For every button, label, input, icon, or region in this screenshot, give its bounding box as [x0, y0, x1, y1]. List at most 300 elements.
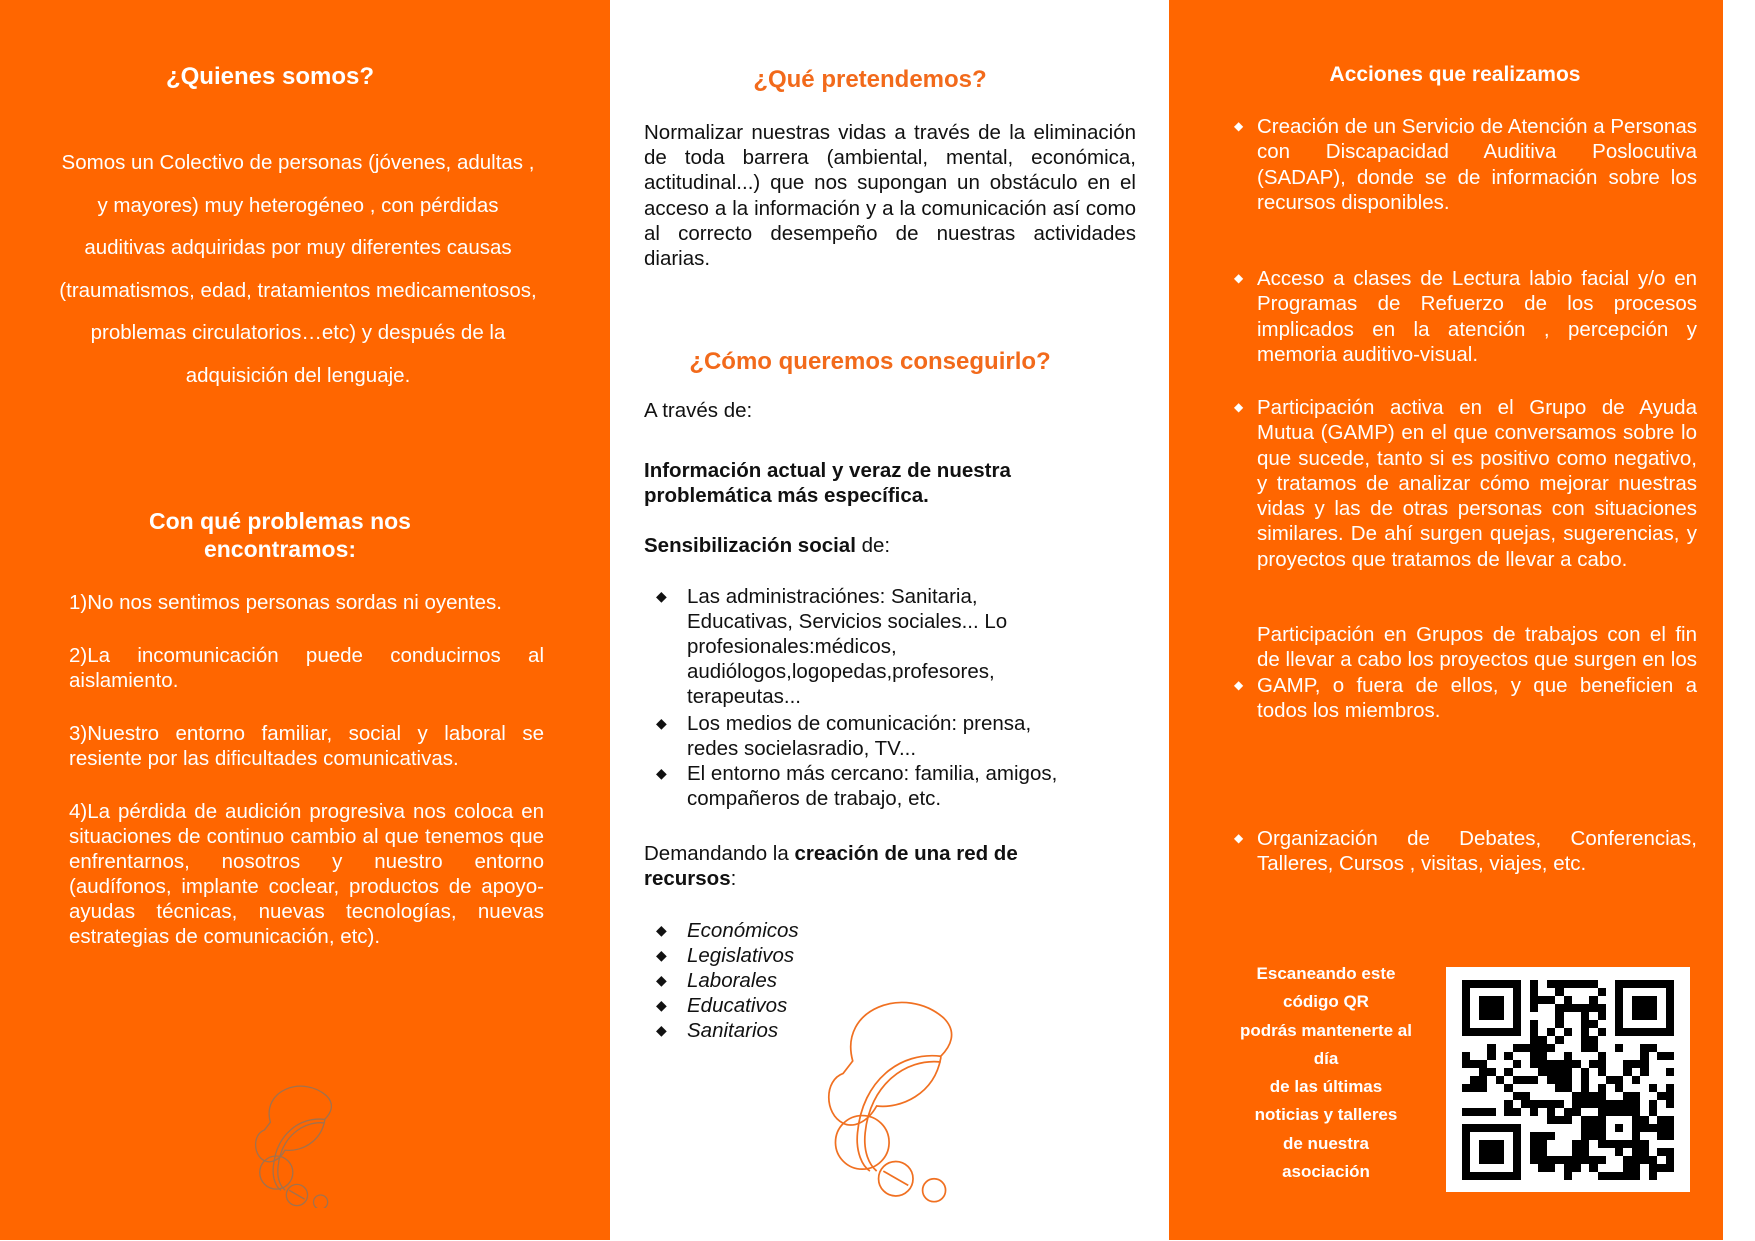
- qr-module: [1496, 1148, 1504, 1156]
- qr-module: [1555, 1036, 1563, 1044]
- qr-module: [1487, 1156, 1495, 1164]
- problems-heading-line-2: encontramos:: [203, 536, 357, 562]
- qr-module: [1632, 1164, 1640, 1172]
- diamond-bullet-icon: ◆: [656, 1022, 667, 1038]
- qr-module: [1598, 1164, 1606, 1172]
- qr-module: [1479, 1132, 1487, 1140]
- qr-module: [1649, 1084, 1657, 1092]
- qr-module: [1572, 1116, 1580, 1124]
- qr-module: [1615, 1044, 1623, 1052]
- qr-module: [1632, 1044, 1640, 1052]
- qr-module: [1606, 1004, 1614, 1012]
- qr-module: [1649, 1164, 1657, 1172]
- qr-module: [1462, 1116, 1470, 1124]
- qr-module: [1581, 1052, 1589, 1060]
- sensitization-suffix: de:: [855, 534, 891, 557]
- qr-module: [1598, 1076, 1606, 1084]
- qr-module: [1649, 1052, 1657, 1060]
- qr-module: [1640, 1108, 1648, 1116]
- qr-module: [1462, 1132, 1470, 1140]
- qr-module: [1487, 1004, 1495, 1012]
- qr-module: [1632, 1004, 1640, 1012]
- qr-code-icon[interactable]: [1446, 967, 1690, 1192]
- qr-module: [1649, 980, 1657, 988]
- qr-module: [1564, 1092, 1572, 1100]
- qr-module: [1487, 1140, 1495, 1148]
- qr-module: [1547, 1060, 1555, 1068]
- qr-module: [1640, 1092, 1648, 1100]
- qr-module: [1513, 1084, 1521, 1092]
- qr-module: [1606, 1060, 1614, 1068]
- qr-module: [1606, 1172, 1614, 1180]
- qr-module: [1479, 1100, 1487, 1108]
- qr-module: [1564, 1148, 1572, 1156]
- qr-module: [1513, 1028, 1521, 1036]
- qr-module: [1504, 1140, 1512, 1148]
- qr-module: [1657, 1052, 1665, 1060]
- qr-module: [1462, 1044, 1470, 1052]
- qr-module: [1547, 1116, 1555, 1124]
- qr-module: [1581, 1084, 1589, 1092]
- qr-module: [1623, 1076, 1631, 1084]
- qr-module: [1632, 1100, 1640, 1108]
- qr-module: [1666, 1068, 1674, 1076]
- qr-module: [1547, 1076, 1555, 1084]
- qr-module: [1572, 1156, 1580, 1164]
- qr-module: [1479, 1036, 1487, 1044]
- qr-module: [1504, 1100, 1512, 1108]
- qr-module: [1649, 996, 1657, 1004]
- qr-module: [1470, 1140, 1478, 1148]
- qr-module: [1589, 1116, 1597, 1124]
- qr-module: [1615, 1148, 1623, 1156]
- qr-module: [1470, 1164, 1478, 1172]
- qr-module: [1487, 1012, 1495, 1020]
- qr-module: [1513, 980, 1521, 988]
- qr-module: [1564, 1108, 1572, 1116]
- qr-module: [1564, 1076, 1572, 1084]
- qr-module: [1462, 1084, 1470, 1092]
- qr-module: [1657, 1132, 1665, 1140]
- qr-module: [1538, 1004, 1546, 1012]
- qr-module: [1666, 1012, 1674, 1020]
- qr-module: [1504, 1156, 1512, 1164]
- qr-module: [1606, 1068, 1614, 1076]
- qr-module: [1581, 996, 1589, 1004]
- qr-module: [1538, 1028, 1546, 1036]
- sensitization-heading: [644, 533, 1136, 558]
- qr-module: [1462, 1028, 1470, 1036]
- qr-module: [1615, 1004, 1623, 1012]
- qr-module: [1547, 1068, 1555, 1076]
- qr-module: [1632, 1028, 1640, 1036]
- qr-module: [1623, 1020, 1631, 1028]
- qr-module: [1521, 1012, 1529, 1020]
- qr-module: [1564, 996, 1572, 1004]
- qr-module: [1598, 980, 1606, 988]
- qr-module: [1623, 1148, 1631, 1156]
- qr-module: [1606, 1092, 1614, 1100]
- qr-module: [1555, 1020, 1563, 1028]
- qr-module: [1649, 1148, 1657, 1156]
- qr-module: [1538, 1108, 1546, 1116]
- qr-module: [1513, 1052, 1521, 1060]
- qr-module: [1470, 1076, 1478, 1084]
- qr-module: [1623, 1140, 1631, 1148]
- qr-module: [1606, 1124, 1614, 1132]
- qr-caption: Escaneando este código QR podrás mantenerte al día de las últimas noticias y talleres de nuestra asociación: [1240, 964, 1412, 1182]
- qr-module: [1657, 996, 1665, 1004]
- qr-module: [1598, 1012, 1606, 1020]
- qr-module: [1632, 1172, 1640, 1180]
- problems-list: [69, 590, 544, 977]
- qr-module: [1462, 1172, 1470, 1180]
- diamond-bullet-icon: ◆: [656, 715, 667, 731]
- qr-module: [1487, 1132, 1495, 1140]
- qr-module: [1513, 1132, 1521, 1140]
- qr-module: [1666, 1060, 1674, 1068]
- qr-module: [1521, 1172, 1529, 1180]
- qr-module: [1547, 996, 1555, 1004]
- qr-module: [1598, 988, 1606, 996]
- qr-module: [1589, 1052, 1597, 1060]
- qr-module: [1504, 1092, 1512, 1100]
- through-label: A través de:: [644, 399, 753, 422]
- qr-module: [1538, 1156, 1546, 1164]
- qr-module: [1640, 1124, 1648, 1132]
- qr-module: [1513, 988, 1521, 996]
- qr-module: [1666, 1172, 1674, 1180]
- qr-module: [1572, 1044, 1580, 1052]
- qr-module: [1504, 1012, 1512, 1020]
- qr-module: [1649, 1108, 1657, 1116]
- qr-module: [1504, 1036, 1512, 1044]
- qr-module: [1564, 1100, 1572, 1108]
- qr-module: [1572, 1076, 1580, 1084]
- qr-module: [1479, 1148, 1487, 1156]
- qr-module: [1513, 1012, 1521, 1020]
- qr-module: [1581, 1076, 1589, 1084]
- qr-module: [1615, 1052, 1623, 1060]
- qr-module: [1538, 1036, 1546, 1044]
- qr-module: [1538, 1100, 1546, 1108]
- qr-module: [1623, 1004, 1631, 1012]
- qr-module: [1649, 988, 1657, 996]
- qr-module: [1504, 1148, 1512, 1156]
- qr-module: [1640, 1076, 1648, 1084]
- qr-module: [1623, 1084, 1631, 1092]
- qr-module: [1589, 1132, 1597, 1140]
- qr-module: [1555, 1044, 1563, 1052]
- qr-module: [1615, 1020, 1623, 1028]
- qr-module: [1521, 1132, 1529, 1140]
- qr-module: [1538, 1076, 1546, 1084]
- qr-module: [1521, 1036, 1529, 1044]
- qr-module: [1581, 988, 1589, 996]
- diamond-bullet-icon: ◆: [1234, 119, 1244, 133]
- qr-module: [1657, 1012, 1665, 1020]
- qr-module: [1555, 980, 1563, 988]
- qr-module: [1487, 980, 1495, 988]
- qr-module: [1479, 1028, 1487, 1036]
- qr-module: [1581, 1092, 1589, 1100]
- qr-module: [1657, 1068, 1665, 1076]
- qr-module: [1598, 1068, 1606, 1076]
- qr-module: [1479, 1156, 1487, 1164]
- qr-module: [1623, 1028, 1631, 1036]
- qr-module: [1479, 996, 1487, 1004]
- qr-module: [1513, 1124, 1521, 1132]
- qr-module: [1487, 1036, 1495, 1044]
- qr-module: [1538, 1164, 1546, 1172]
- qr-module: [1581, 1140, 1589, 1148]
- qr-module: [1538, 1092, 1546, 1100]
- qr-module: [1521, 1140, 1529, 1148]
- qr-module: [1666, 1052, 1674, 1060]
- qr-module: [1530, 1164, 1538, 1172]
- action-item: ◆ Acceso a clases de Lectura labio facial y/o en Programas de Refuerzo de los procesos implicados en la atención , percepción y memoria auditivo-visual.: [1234, 267, 1697, 366]
- qr-module: [1640, 1084, 1648, 1092]
- qr-module: [1649, 1092, 1657, 1100]
- qr-module: [1589, 1084, 1597, 1092]
- qr-module: [1487, 988, 1495, 996]
- qr-module: [1530, 988, 1538, 996]
- logo-mid-strokes: [829, 1002, 952, 1201]
- qr-module: [1470, 1092, 1478, 1100]
- problems-heading: [100, 507, 460, 563]
- qr-module: [1462, 1012, 1470, 1020]
- qr-module: [1496, 1108, 1504, 1116]
- qr-module: [1479, 1084, 1487, 1092]
- qr-module: [1640, 1052, 1648, 1060]
- qr-module: [1649, 1060, 1657, 1068]
- qr-module: [1564, 1140, 1572, 1148]
- qr-module: [1623, 996, 1631, 1004]
- qr-module: [1496, 1084, 1504, 1092]
- qr-module: [1496, 1004, 1504, 1012]
- qr-module: [1462, 980, 1470, 988]
- qr-module: [1504, 988, 1512, 996]
- qr-module: [1513, 1100, 1521, 1108]
- qr-module: [1530, 1148, 1538, 1156]
- qr-module: [1581, 1012, 1589, 1020]
- qr-module: [1555, 1148, 1563, 1156]
- qr-module: [1530, 1036, 1538, 1044]
- qr-module: [1487, 1044, 1495, 1052]
- qr-module: [1462, 1004, 1470, 1012]
- qr-module: [1615, 996, 1623, 1004]
- qr-module: [1530, 1012, 1538, 1020]
- qr-module: [1615, 1028, 1623, 1036]
- qr-module: [1487, 1028, 1495, 1036]
- qr-module: [1530, 1156, 1538, 1164]
- qr-module: [1521, 1076, 1529, 1084]
- qr-module: [1547, 1132, 1555, 1140]
- qr-module: [1581, 1124, 1589, 1132]
- qr-module: [1496, 980, 1504, 988]
- qr-module: [1589, 1012, 1597, 1020]
- qr-module: [1521, 1060, 1529, 1068]
- qr-module: [1581, 1156, 1589, 1164]
- who-are-we-text: Somos un Colectivo de personas (jóvenes, adultas , y mayores) muy heterogéneo , con pérdidas auditivas adquiridas por muy diferentes causas (traumatismos, edad, tratamientos medicamentosos, problemas circulatorios…etc) y después de la adquisición del lenguaje.: [59, 151, 537, 387]
- qr-module: [1470, 1084, 1478, 1092]
- qr-module: [1623, 1100, 1631, 1108]
- qr-module: [1572, 1140, 1580, 1148]
- qr-module: [1589, 1044, 1597, 1052]
- qr-module: [1538, 1132, 1546, 1140]
- qr-module: [1496, 1012, 1504, 1020]
- qr-module: [1589, 1164, 1597, 1172]
- qr-module: [1606, 1052, 1614, 1060]
- qr-module: [1657, 1076, 1665, 1084]
- qr-module: [1632, 1156, 1640, 1164]
- qr-module: [1521, 996, 1529, 1004]
- qr-module: [1504, 1004, 1512, 1012]
- qr-module: [1572, 1124, 1580, 1132]
- demand-text: Demandando la creación de una red de recursos:: [644, 842, 1018, 890]
- qr-module: [1521, 1164, 1529, 1172]
- qr-module: [1632, 996, 1640, 1004]
- qr-module: [1547, 1028, 1555, 1036]
- qr-module: [1615, 980, 1623, 988]
- qr-module: [1581, 980, 1589, 988]
- diamond-bullet-icon: ◆: [656, 922, 667, 938]
- qr-module: [1598, 1028, 1606, 1036]
- qr-module: [1657, 1124, 1665, 1132]
- qr-module: [1623, 1012, 1631, 1020]
- qr-module: [1581, 1164, 1589, 1172]
- qr-module: [1657, 1044, 1665, 1052]
- qr-module: [1615, 1092, 1623, 1100]
- sensitization-list: [644, 584, 1084, 811]
- qr-module: [1555, 1156, 1563, 1164]
- qr-module: [1487, 1172, 1495, 1180]
- qr-module: [1666, 1116, 1674, 1124]
- qr-module: [1598, 1172, 1606, 1180]
- qr-module: [1504, 1020, 1512, 1028]
- qr-module: [1572, 996, 1580, 1004]
- qr-module: [1640, 1004, 1648, 1012]
- speech-bubbles-logo-icon: [824, 982, 958, 1207]
- qr-module: [1547, 1092, 1555, 1100]
- qr-module: [1470, 1044, 1478, 1052]
- qr-module: [1487, 1076, 1495, 1084]
- qr-module: [1606, 1084, 1614, 1092]
- qr-module: [1615, 1156, 1623, 1164]
- qr-module: [1657, 1140, 1665, 1148]
- qr-module: [1479, 1068, 1487, 1076]
- qr-module: [1632, 1124, 1640, 1132]
- qr-module: [1462, 1092, 1470, 1100]
- qr-module: [1640, 1020, 1648, 1028]
- qr-module: [1572, 1148, 1580, 1156]
- qr-module: [1640, 1012, 1648, 1020]
- qr-module: [1581, 1068, 1589, 1076]
- qr-module: [1632, 1140, 1640, 1148]
- qr-module: [1521, 1092, 1529, 1100]
- qr-module: [1530, 1068, 1538, 1076]
- qr-module: [1530, 1116, 1538, 1124]
- qr-module: [1632, 988, 1640, 996]
- qr-module: [1564, 1084, 1572, 1092]
- qr-module: [1479, 1108, 1487, 1116]
- qr-module: [1598, 1124, 1606, 1132]
- qr-module: [1496, 1060, 1504, 1068]
- qr-module: [1470, 1004, 1478, 1012]
- qr-module: [1657, 1060, 1665, 1068]
- qr-module: [1487, 1092, 1495, 1100]
- qr-module: [1513, 1076, 1521, 1084]
- qr-module: [1666, 1108, 1674, 1116]
- qr-module: [1632, 1092, 1640, 1100]
- qr-module: [1496, 1052, 1504, 1060]
- qr-module: [1640, 1164, 1648, 1172]
- qr-module: [1538, 980, 1546, 988]
- qr-module: [1589, 1060, 1597, 1068]
- qr-module: [1606, 1156, 1614, 1164]
- qr-module: [1666, 1140, 1674, 1148]
- resource-item: ◆ Laborales: [656, 969, 778, 992]
- what-we-aim-heading: ¿Qué pretendemos?: [753, 66, 987, 93]
- sensitization-item: ◆ El entorno más cercano: familia, amigos, compañeros de trabajo, etc.: [656, 762, 1058, 810]
- qr-module: [1572, 1036, 1580, 1044]
- qr-module: [1462, 988, 1470, 996]
- qr-module: [1606, 1020, 1614, 1028]
- resource-item: ◆ Educativos: [656, 994, 788, 1017]
- qr-module: [1555, 1028, 1563, 1036]
- qr-module: [1581, 1004, 1589, 1012]
- qr-module: [1470, 1012, 1478, 1020]
- qr-module: [1649, 1172, 1657, 1180]
- qr-module: [1504, 1124, 1512, 1132]
- qr-module: [1462, 1036, 1470, 1044]
- qr-module: [1530, 1140, 1538, 1148]
- qr-module: [1589, 1020, 1597, 1028]
- qr-module: [1555, 988, 1563, 996]
- qr-module: [1496, 1116, 1504, 1124]
- qr-module: [1640, 980, 1648, 988]
- qr-module: [1564, 1164, 1572, 1172]
- qr-module: [1615, 1100, 1623, 1108]
- qr-module: [1598, 1052, 1606, 1060]
- qr-module: [1649, 1012, 1657, 1020]
- qr-module: [1666, 1156, 1674, 1164]
- qr-module: [1547, 1148, 1555, 1156]
- qr-module: [1487, 1020, 1495, 1028]
- qr-module: [1479, 1124, 1487, 1132]
- qr-module: [1530, 1020, 1538, 1028]
- qr-module: [1564, 980, 1572, 988]
- qr-module: [1521, 1068, 1529, 1076]
- qr-module: [1547, 1004, 1555, 1012]
- qr-module: [1640, 1148, 1648, 1156]
- diamond-bullet-icon: ◆: [1234, 400, 1244, 414]
- qr-module: [1649, 1156, 1657, 1164]
- qr-module: [1521, 988, 1529, 996]
- qr-module: [1547, 1140, 1555, 1148]
- problem-item: 2)La incomunicación puede conducirnos al aislamiento.: [69, 644, 544, 692]
- qr-module: [1521, 1084, 1529, 1092]
- qr-module: [1555, 1140, 1563, 1148]
- qr-module: [1657, 1028, 1665, 1036]
- qr-module: [1589, 1100, 1597, 1108]
- qr-module: [1513, 1044, 1521, 1052]
- qr-module: [1564, 988, 1572, 996]
- qr-module: [1666, 1076, 1674, 1084]
- qr-module: [1555, 1068, 1563, 1076]
- qr-module: [1606, 1012, 1614, 1020]
- qr-module: [1547, 1164, 1555, 1172]
